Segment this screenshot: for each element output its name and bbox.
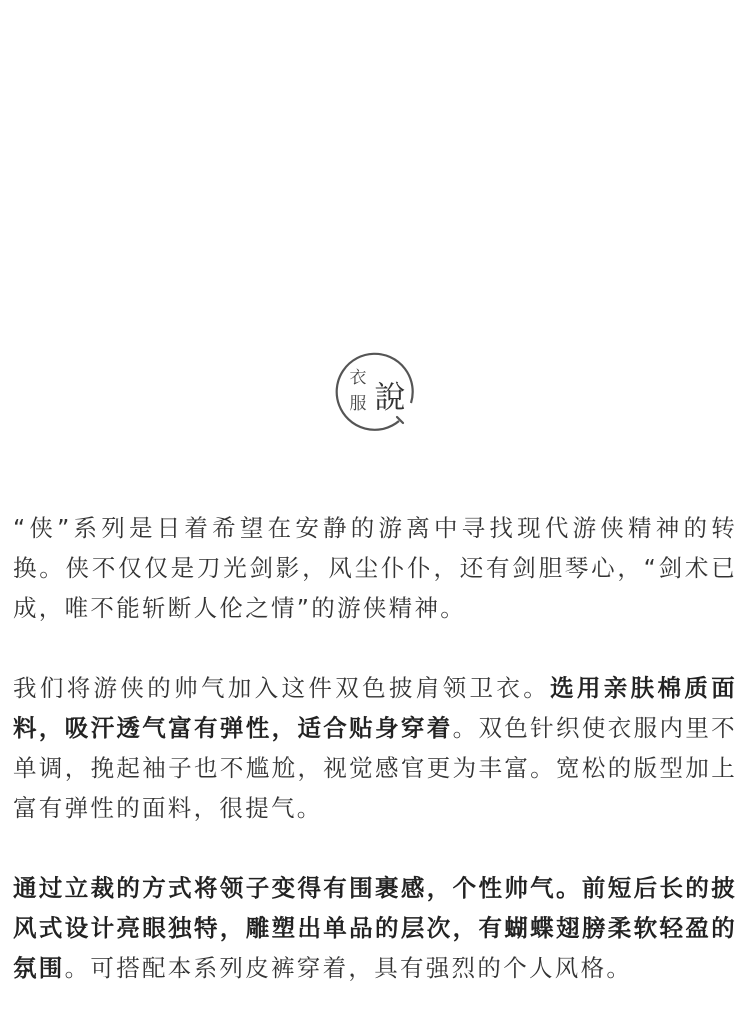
paragraph-text: 。可搭配本系列皮裤穿着，具有强烈的个人风格。	[64, 954, 633, 982]
paragraph-design	[13, 868, 737, 988]
logo-circle-icon	[333, 351, 417, 435]
paragraph-highlight: 选用亲肤棉质面料，吸汗透气富有弹性，适合贴身穿着	[13, 674, 737, 742]
paragraph-highlight: 通过立裁的方式将领子变得有围裹感，个性帅气。前短后长的披风式设计亮眼独特，雕塑出单品的层次，有蝴蝶翅膀柔软轻盈的氛围	[13, 874, 737, 982]
logo-char-bottom: 服	[349, 394, 367, 414]
logo-char-top: 衣	[349, 368, 367, 388]
paragraph-fabric	[13, 668, 737, 828]
paragraph-text: “侠”系列是日着希望在安静的游离中寻找现代游侠精神的转换。侠不仅仅是刀光剑影，风尘仆仆，还有剑胆琴心，“剑术已成，唯不能斩断人伦之情”的游侠精神。	[13, 514, 737, 622]
article-body	[13, 508, 737, 988]
brand-logo	[333, 351, 417, 435]
paragraph-intro	[13, 508, 737, 628]
logo-char-main: 說	[374, 380, 406, 416]
paragraph-text: 。双色针织使衣服内里不单调，挽起袖子也不尴尬，视觉感官更为丰富。宽松的版型加上富有弹性的面料，很提气。	[13, 714, 737, 822]
paragraph-text: 我们将游侠的帅气加入这件双色披肩领卫衣。	[13, 674, 551, 702]
